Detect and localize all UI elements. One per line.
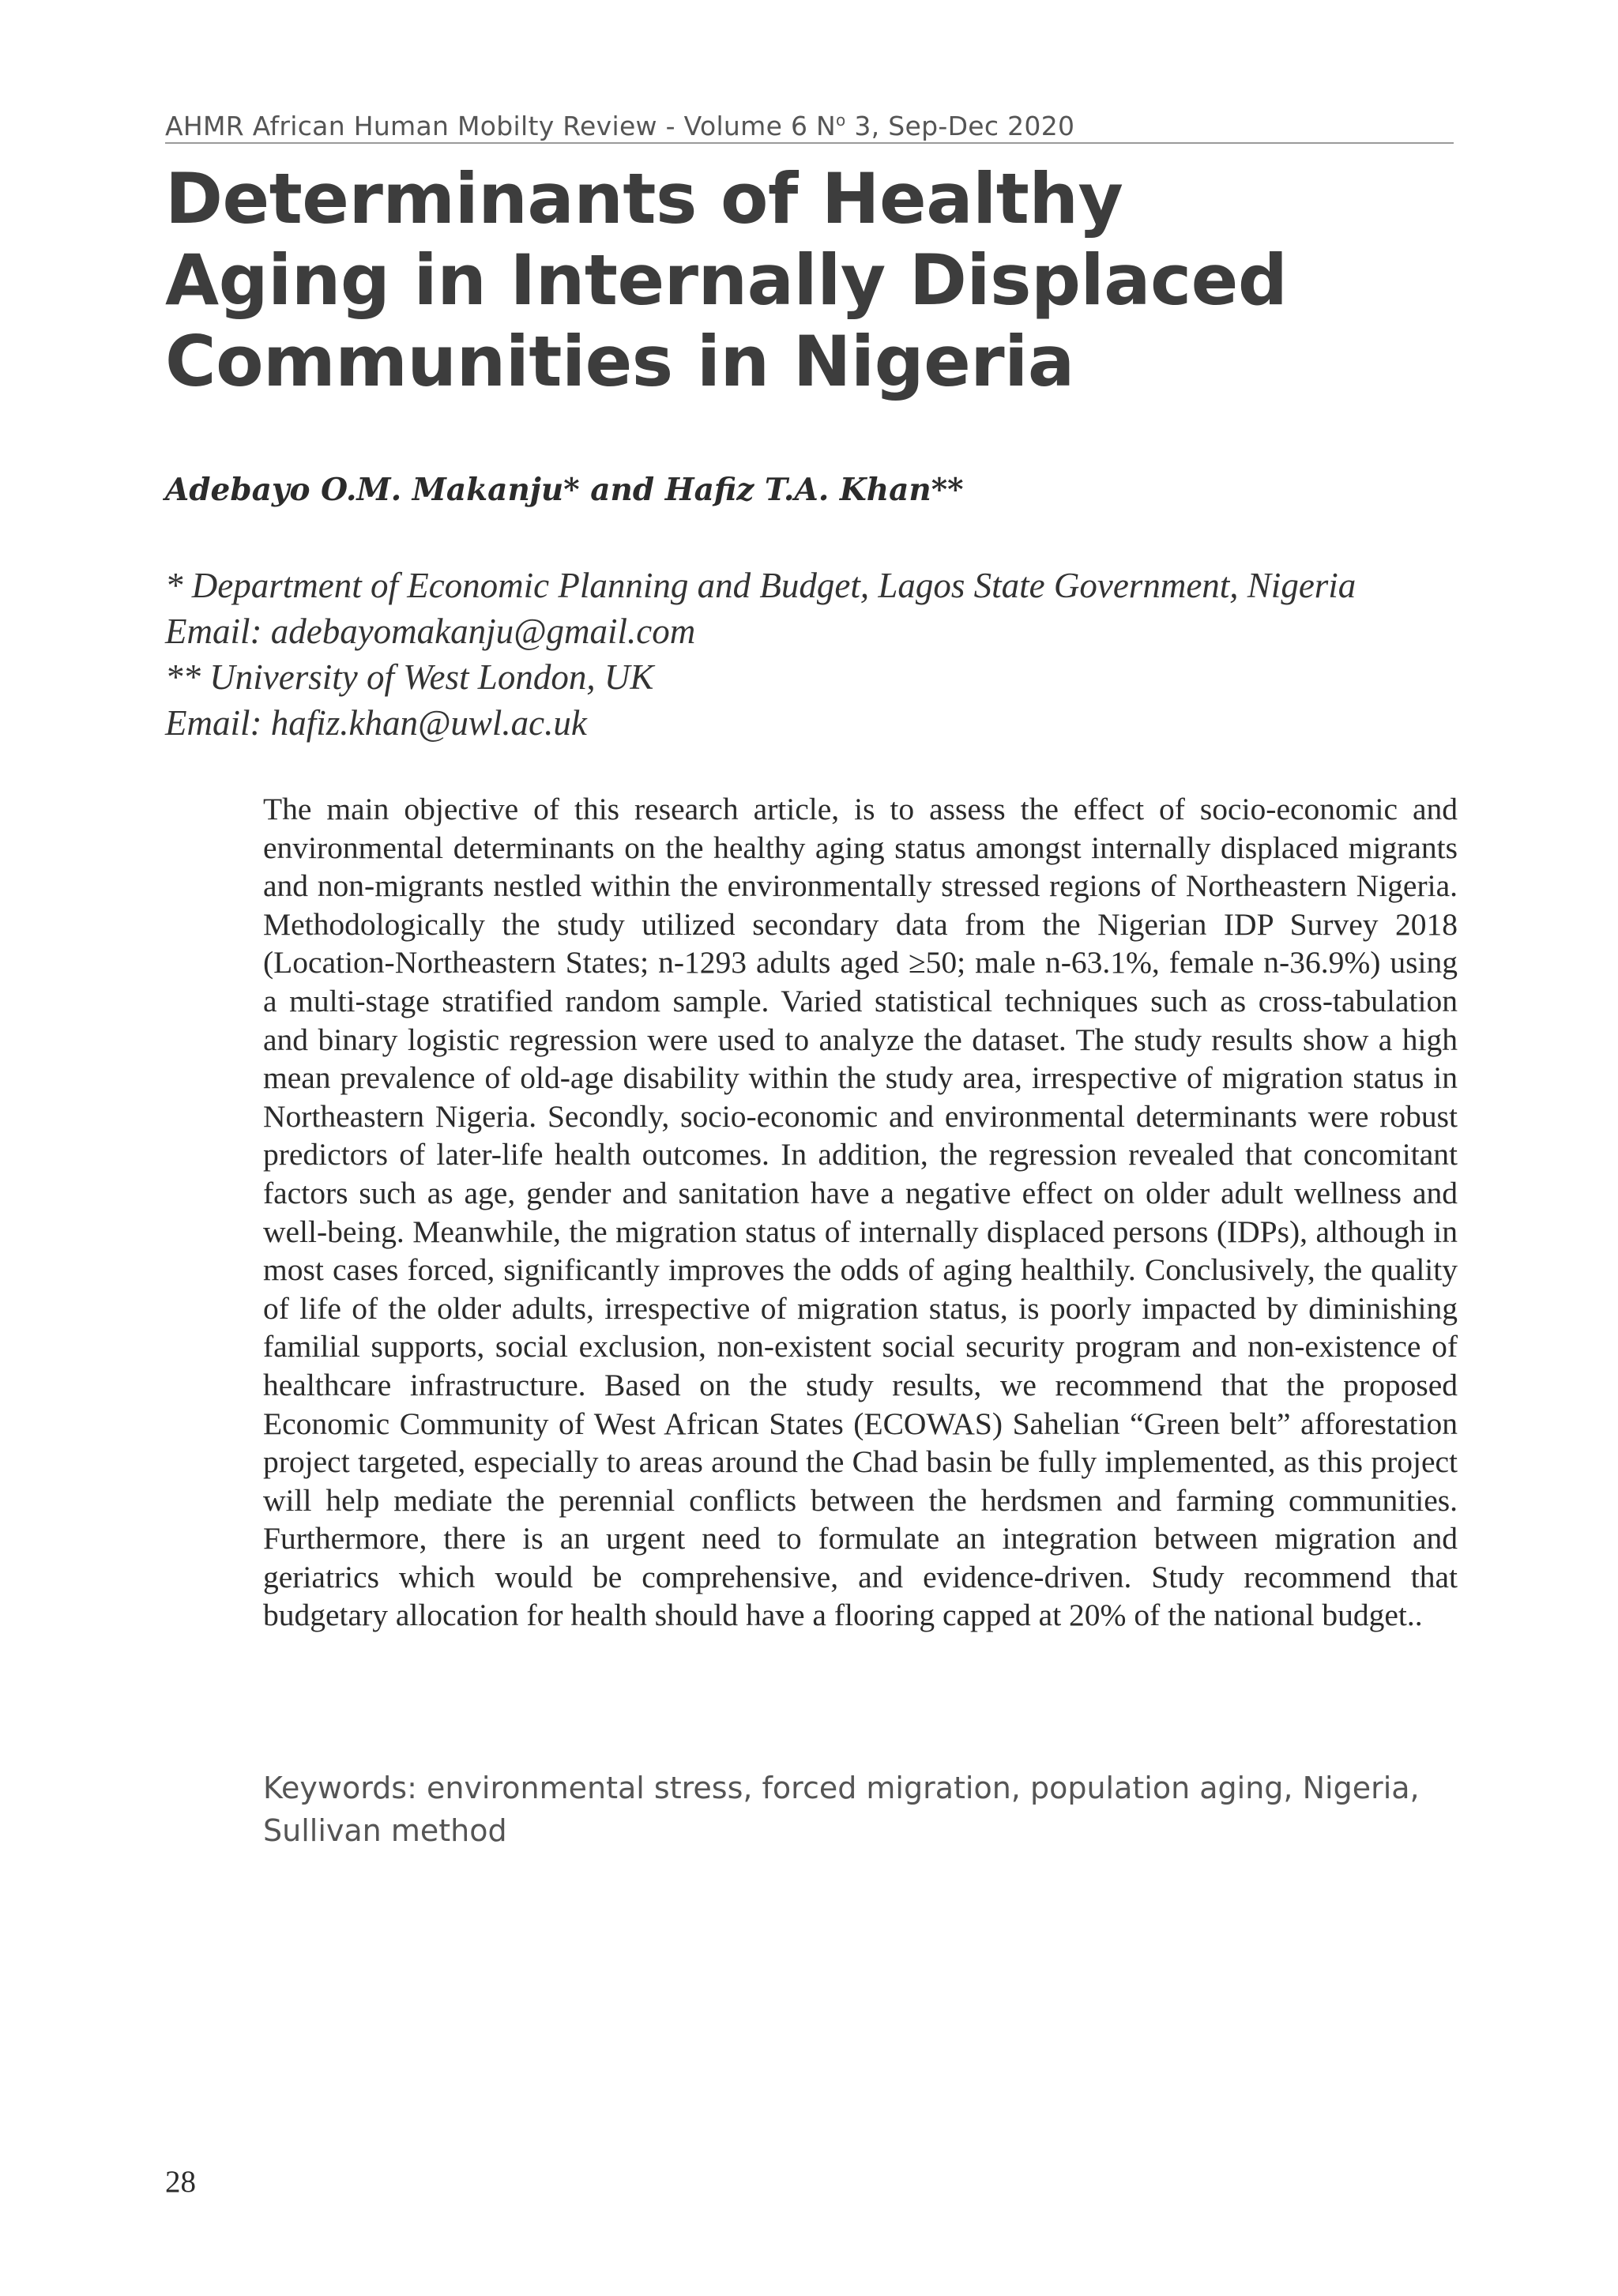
- title-line: Aging in Internally Displaced: [165, 239, 1288, 321]
- title-line: Determinants of Healthy: [165, 158, 1123, 239]
- issue-info: 3, Sep-Dec 2020: [845, 111, 1075, 141]
- abstract-text: The main objective of this research article, is to assess the effect of socio-economic and environmental determinants on the healthy aging status amongst internally displaced migrants and non-migrants nestled within the environmentally stressed regions of Northeastern Nigeria. Methodologically the study utilized secondary data from the Nigerian IDP Survey 2018 (Location-Northeastern States; n-1293 adults aged ≥50; male n-63.1%, female n-36.9%) using a multi-stage stratified random sample. Varied statistical techniques such as cross-tabulation and binary logistic regression were used to analyze the dataset. The study results show a high mean prevalence of old-age disability within the study area, irrespective of migration status in Northeastern Nigeria. Secondly, socio-economic and environmental determinants were robust predictors of later-life health outcomes. In addition, the regression revealed that concomitant factors such as age, gender and sanitation have a negative effect on older adult wellness and well-being. Meanwhile, the migration status of internally displaced persons (IDPs), although in most cases forced, significantly improves the odds of aging healthily. Conclusively, the quality of life of the older adults, irrespective of migration status, is poorly impacted by diminishing familial supports, social exclusion, non-existent social security program and non-existence of healthcare infrastructure. Based on the study results, we recommend that the proposed Economic Community of West African States (ECOWAS) Sahelian “Green belt” afforestation project targeted, especially to areas around the Chad basin be fully implemented, as this project will help mediate the perennial conflicts between the herdsmen and farming communities. Furthermore, there is an urgent need to formulate an integration between migration and geriatrics which would be comprehensive, and evidence-driven. Study recommend that budgetary allocation for health should have a flooring capped at 20% of the national budget..: [263, 792, 1458, 1633]
- affiliations: [165, 563, 1356, 746]
- affiliation-2: ** University of West London, UK: [165, 657, 654, 697]
- title-line: Communities in Nigeria: [165, 321, 1074, 402]
- keywords: Keywords: environmental stress, forced migration, population aging, Nigeria, Sullivan method: [263, 1771, 1420, 1848]
- affiliation-1: * Department of Economic Planning and Budget, Lagos State Government, Nigeria: [165, 566, 1356, 605]
- author-list: Adebayo O.M. Makanju* and Hafiz T.A. Khan**: [165, 472, 964, 508]
- article-title: [165, 158, 1461, 402]
- number-superscript: o: [836, 111, 846, 130]
- running-header: [165, 98, 1454, 144]
- page-number: 28: [165, 2165, 196, 2199]
- journal-name: AHMR African Human Mobilty Review - Volume 6 N: [165, 111, 837, 141]
- email-2: Email: hafiz.khan@uwl.ac.uk: [165, 703, 587, 743]
- email-1: Email: adebayomakanju@gmail.com: [165, 612, 696, 651]
